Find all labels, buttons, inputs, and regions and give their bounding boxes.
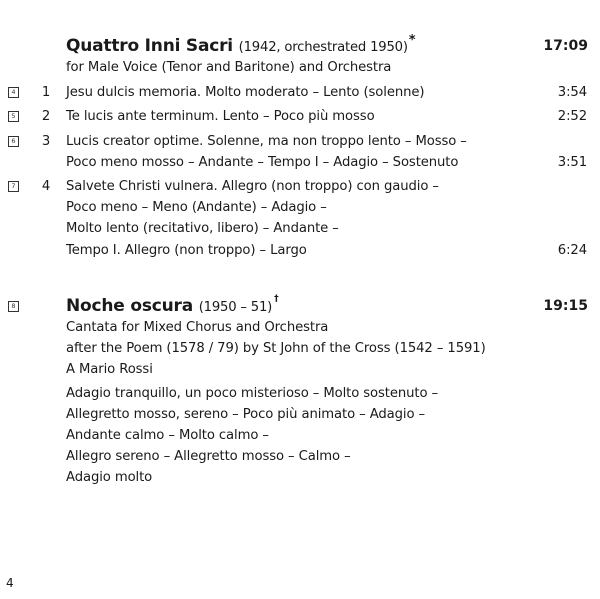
work1-date: (1942, orchestrated 1950) [238,40,408,55]
track-box-7: 7 [8,181,19,192]
track-line: Molto lento (recitativo, libero) – Andante – [66,221,339,236]
track-duration: 2:52 [557,109,587,124]
track-box-8: 8 [8,301,19,312]
track-line: Tempo I. Allegro (non troppo) – Largo [66,243,307,258]
work2-date: (1950 – 51) [198,300,273,315]
work2-tempo-line: Adagio molto [66,470,153,485]
track-number: 1 [41,85,51,100]
work1-duration: 17:09 [543,38,588,54]
track-line: Te lucis ante terminum. Lento – Poco più mosso [66,109,375,124]
track-box-4: 4 [8,87,19,98]
work1-footnote-mark: * [408,33,416,48]
work2-tempo-line: Adagio tranquillo, un poco misterioso – Molto sostenuto – [66,386,439,401]
work2-dedication: A Mario Rossi [66,362,153,377]
track-duration: 3:51 [557,155,587,170]
track-line: Lucis creator optime. Solenne, ma non troppo lento – Mosso – [66,134,467,149]
track-number: 4 [41,179,51,194]
work1-title: Quattro Inni Sacri [66,36,233,56]
work1-subtitle: for Male Voice (Tenor and Baritone) and Orchestra [66,60,392,75]
track-line: Jesu dulcis memoria. Molto moderato – Lento (solenne) [66,85,425,100]
track-number: 2 [41,109,51,124]
work2-duration: 19:15 [543,298,588,314]
work2-tempo-line: Allegro sereno – Allegretto mosso – Calmo – [66,449,351,464]
work2-subtitle-line: Cantata for Mixed Chorus and Orchestra [66,320,329,335]
track-box-6: 6 [8,136,19,147]
work2-subtitle-line: after the Poem (1578 / 79) by St John of the Cross (1542 – 1591) [66,341,486,356]
track-duration: 6:24 [557,243,587,258]
work-title-quattro-inni-sacri [66,33,416,56]
work2-title: Noche oscura [66,296,193,316]
work-title-noche-oscura [66,296,278,316]
work2-tempo-line: Andante calmo – Molto calmo – [66,428,269,443]
track-number: 3 [41,134,51,149]
track-box-5: 5 [8,111,19,122]
page-number: 4 [6,576,14,590]
track-line: Salvete Christi vulnera. Allegro (non troppo) con gaudio – [66,179,439,194]
track-duration: 3:54 [557,85,587,100]
work2-footnote-mark: † [274,294,279,304]
track-line: Poco meno mosso – Andante – Tempo I – Adagio – Sostenuto [66,155,459,170]
track-line: Poco meno – Meno (Andante) – Adagio – [66,200,327,215]
work2-tempo-line: Allegretto mosso, sereno – Poco più animato – Adagio – [66,407,426,422]
